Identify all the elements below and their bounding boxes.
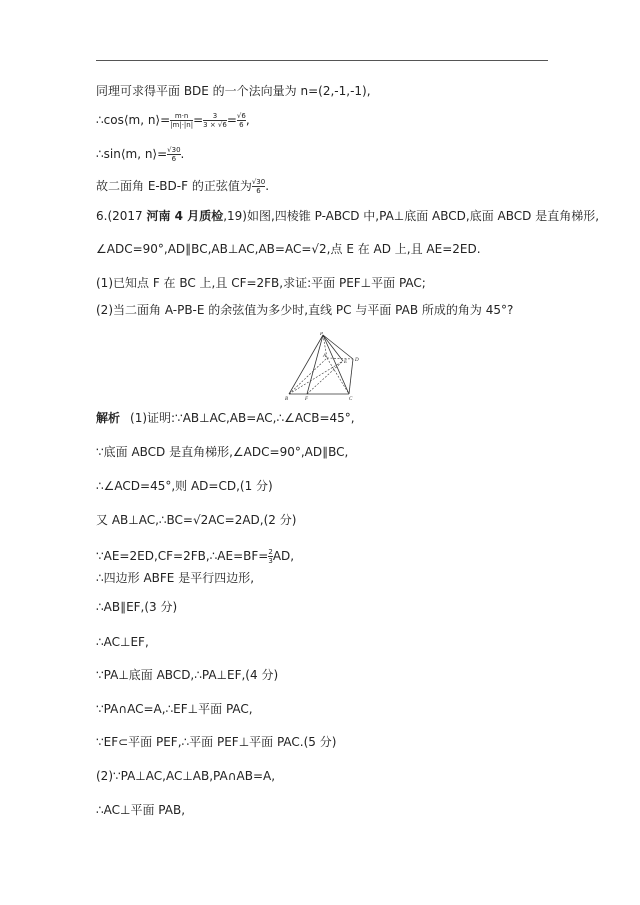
frac-den: 6 <box>237 120 246 129</box>
solution-text: (1)证明:∵AB⊥AC,AB=AC,∴∠ACB=45°, <box>130 411 355 425</box>
frac-num: m·n <box>174 112 189 120</box>
label-f: F <box>305 397 309 402</box>
frac-num: √30 <box>167 146 181 154</box>
suffix: , <box>245 113 250 127</box>
solution-line-7: ∴AB∥EF,(3 分) <box>96 600 178 614</box>
line-sin <box>96 146 184 163</box>
sol5-suffix: AD, <box>272 549 295 563</box>
solution-line-11: ∵EF⊂平面 PEF,∴平面 PEF⊥平面 PAC.(5 分) <box>96 735 337 749</box>
line-sine-value <box>96 178 269 195</box>
q6-text: ,19)如图,四棱锥 P-ABCD 中,PA⊥底面 ABCD,底面 ABCD 是直角梯形, <box>223 209 600 223</box>
frac-num: 2 <box>268 548 273 556</box>
label-a: A <box>323 354 327 359</box>
solution-line-6: ∴四边形 ABFE 是平行四边形, <box>96 571 255 585</box>
solution-line-8: ∴AC⊥EF, <box>96 635 149 649</box>
label-p: P <box>320 332 324 337</box>
cos-fraction-3 <box>237 112 246 129</box>
sin-fraction <box>167 146 180 163</box>
edge-be <box>289 361 343 394</box>
frac-den: 3 × √6 <box>203 121 227 129</box>
sol5-prefix: ∵AE=2ED,CF=2FB,∴AE=BF= <box>96 549 269 563</box>
cos-prefix: ∴cos⟨m, n⟩= <box>96 113 171 127</box>
solution-line-2: ∵底面 ABCD 是直角梯形,∠ADC=90°,AD∥BC, <box>96 445 349 459</box>
solution-line-10: ∵PA∩AC=A,∴EF⊥平面 PAC, <box>96 702 253 716</box>
edge-pf <box>307 335 323 394</box>
frac-den: |m|·|n| <box>170 121 194 129</box>
edge-ba <box>289 358 327 394</box>
pyramid-figure <box>283 332 363 402</box>
solution-line-12: (2)∵PA⊥AC,AC⊥AB,PA∩AB=A, <box>96 769 276 783</box>
sine-fraction <box>252 178 265 195</box>
question-6-line-2: ∠ADC=90°,AD∥BC,AB⊥AC,AB=AC=√2,点 E 在 AD 上,且 AE=2ED. <box>96 242 481 256</box>
line-normal-vector: 同理可求得平面 BDE 的一个法向量为 n=(2,-1,-1), <box>96 84 371 98</box>
q6-source: 河南 4 月质检 <box>146 209 224 223</box>
q6-prefix: 6.(2017 <box>96 209 147 223</box>
edge-cd <box>349 359 353 394</box>
header-rule <box>96 60 548 61</box>
question-6-line-1 <box>96 209 599 223</box>
frac-den: 6 <box>167 154 180 163</box>
question-6-part-2: (2)当二面角 A-PB-E 的余弦值为多少时,直线 PC 与平面 PAB 所成的角为 45°? <box>96 303 514 317</box>
label-d: D <box>355 358 359 363</box>
frac-num: √6 <box>236 112 246 120</box>
edge-ad <box>327 358 353 359</box>
edge-pb <box>289 335 323 394</box>
frac-num: 3 <box>212 112 218 120</box>
question-6-part-1: (1)已知点 F 在 BC 上,且 CF=2FB,求证:平面 PEF⊥平面 PAC; <box>96 276 426 290</box>
line-cos <box>96 112 250 129</box>
cos-fraction-2 <box>203 112 227 129</box>
frac-num: √30 <box>251 178 266 186</box>
equals: = <box>226 113 237 127</box>
frac-den: 6 <box>252 186 265 195</box>
solution-line-13: ∴AC⊥平面 PAB, <box>96 803 186 817</box>
solution-line-3: ∴∠ACD=45°,则 AD=CD,(1 分) <box>96 479 273 493</box>
label-e: E <box>344 360 348 365</box>
solution-line-1 <box>96 411 355 425</box>
cos-fraction-1 <box>170 112 193 129</box>
sine-prefix: 故二面角 E-BD-F 的正弦值为 <box>96 179 252 193</box>
equals: = <box>193 113 204 127</box>
suffix: . <box>265 179 270 193</box>
frac-den: 3 <box>268 557 273 565</box>
sin-prefix: ∴sin⟨m, n⟩= <box>96 147 168 161</box>
solution-label: 解析 <box>96 411 121 425</box>
suffix: . <box>180 147 185 161</box>
edge-fe <box>307 361 343 394</box>
solution-line-9: ∵PA⊥底面 ABCD,∴PA⊥EF,(4 分) <box>96 668 279 682</box>
solution-line-5 <box>96 548 294 565</box>
label-b: B <box>285 397 289 402</box>
label-c: C <box>349 397 353 402</box>
solution-line-4: 又 AB⊥AC,∴BC=√2AC=2AD,(2 分) <box>96 513 297 527</box>
edge-pd <box>323 335 353 359</box>
